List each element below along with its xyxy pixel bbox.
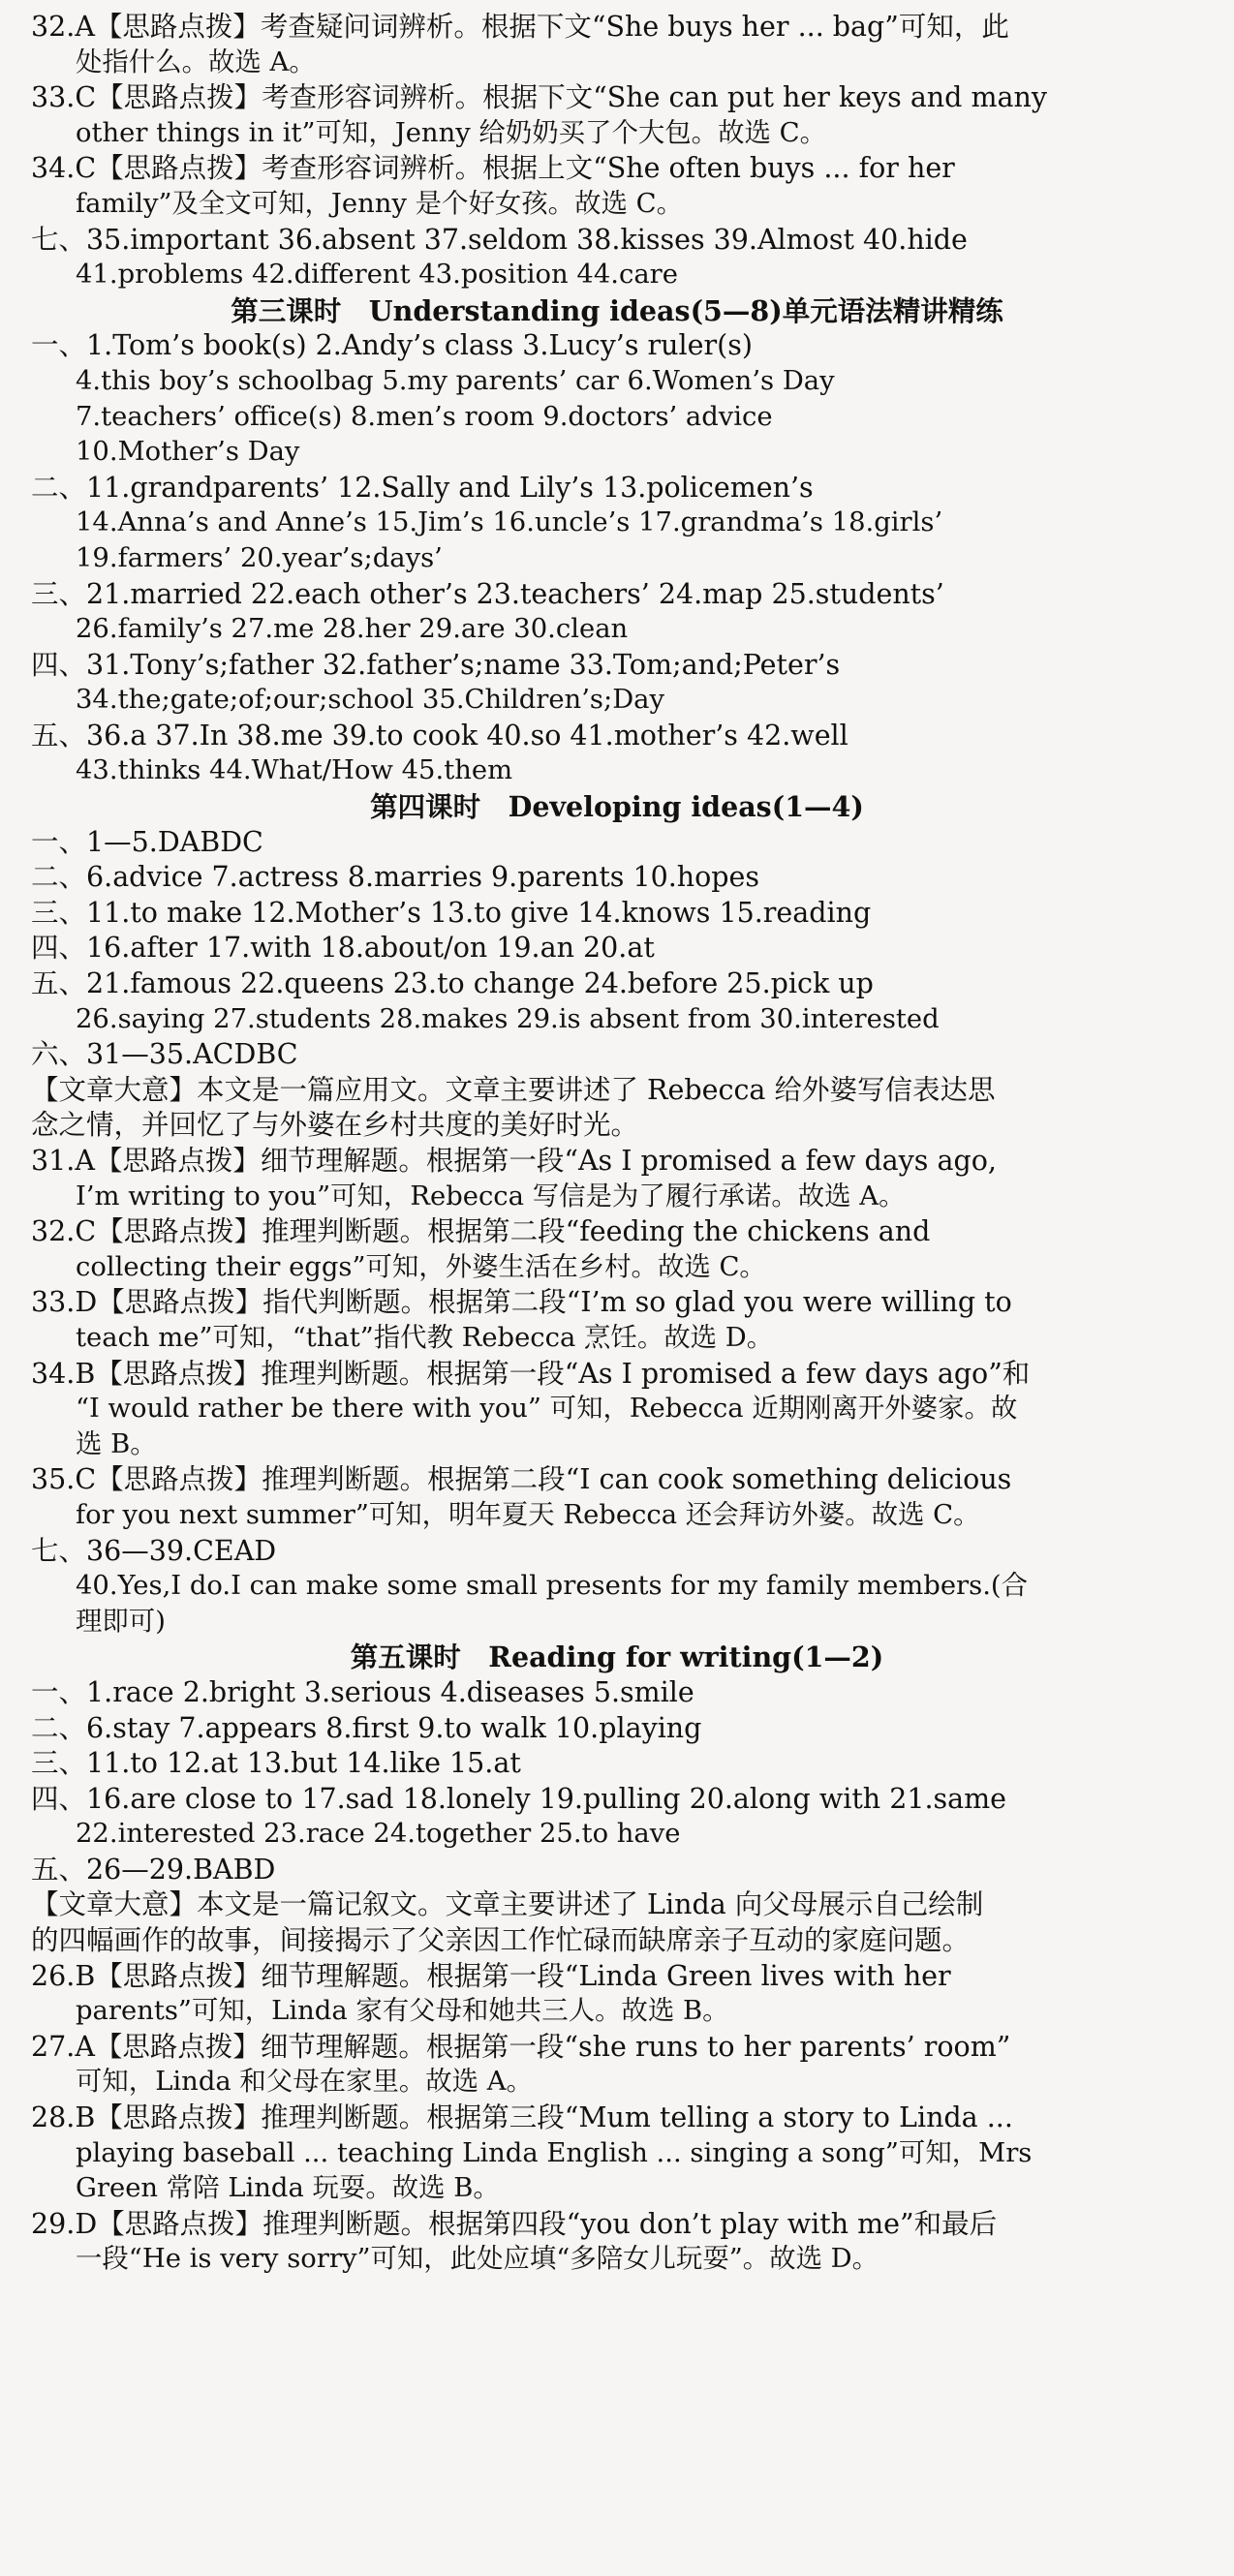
- answer-line: 32.C【思路点拨】推理判断题。根据第二段“feeding the chickens and: [31, 1215, 931, 1248]
- answer-line: 22.interested 23.race 24.together 25.to have: [76, 1819, 681, 1850]
- answer-line: I’m writing to you”可知，Rebecca 写信是为了履行承诺。故选 A。: [76, 1181, 906, 1211]
- answer-line: 四、16.after 17.with 18.about/on 19.an 20.at: [31, 932, 655, 965]
- answer-line: 二、11.grandparents’ 12.Sally and Lily’s 13.policemen’s: [31, 471, 814, 504]
- answer-line: 33.D【思路点拨】指代判断题。根据第二段“I’m so glad you were willing to: [31, 1286, 1012, 1319]
- answer-line: 选 B。: [76, 1428, 157, 1459]
- answer-line: 理即可): [76, 1606, 166, 1637]
- answer-line: Green 常陪 Linda 玩耍。故选 B。: [76, 2173, 500, 2204]
- answer-line: family”及全文可知，Jenny 是个好女孩。故选 C。: [76, 188, 683, 219]
- answer-line: 35.C【思路点拨】推理判断题。根据第二段“I can cook something delicious: [31, 1463, 1012, 1496]
- answer-line: 处指什么。故选 A。: [76, 46, 316, 77]
- answer-line: 一、1—5.DABDC: [31, 825, 263, 858]
- answer-line: 的四幅画作的故事，间接揭示了父亲因工作忙碌而缺席亲子互动的家庭问题。: [31, 1924, 971, 1957]
- answer-line: 六、31—35.ACDBC: [31, 1038, 298, 1071]
- answer-line: 四、31.Tony’s;father 32.father’s;name 33.Tom;and;Peter’s: [31, 648, 841, 681]
- answer-line: 27.A【思路点拨】细节理解题。根据第一段“she runs to her parents’ room”: [31, 2030, 1011, 2063]
- answer-line: 五、21.famous 22.queens 23.to change 24.before 25.pick up: [31, 967, 874, 1000]
- answer-line: “I would rather be there with you” 可知，Rebecca 近期刚离开外婆家。故: [76, 1394, 1018, 1425]
- answer-line: 41.problems 42.different 43.position 44.care: [76, 260, 678, 291]
- answer-line: 26.family’s 27.me 28.her 29.are 30.clean: [76, 614, 629, 645]
- answer-line: 26.B【思路点拨】细节理解题。根据第一段“Linda Green lives with her: [31, 1959, 951, 1992]
- answer-line: 40.Yes,I do.I can make some small presents for my family members.(合: [76, 1571, 1029, 1602]
- answer-line: 一段“He is very sorry”可知，此处应填“多陪女儿玩耍”。故选 D。: [76, 2244, 879, 2275]
- answer-line: 34.C【思路点拨】考查形容词辨析。根据上文“She often buys ... for her: [31, 152, 955, 185]
- answer-line: 33.C【思路点拨】考查形容词辨析。根据下文“She can put her keys and many: [31, 81, 1047, 114]
- answer-line: 可知，Linda 和父母在家里。故选 A。: [76, 2067, 533, 2098]
- answer-line: 32.A【思路点拨】考查疑问词辨析。根据下文“She buys her ... bag”可知，此: [31, 11, 1009, 43]
- answer-line: 【文章大意】本文是一篇应用文。文章主要讲述了 Rebecca 给外婆写信表达思: [31, 1073, 996, 1106]
- answer-line: 三、11.to 12.at 13.but 14.like 15.at: [31, 1747, 521, 1780]
- answer-line: 三、11.to make 12.Mother’s 13.to give 14.knows 15.reading: [31, 896, 872, 929]
- answer-line: 七、35.important 36.absent 37.seldom 38.kisses 39.Almost 40.hide: [31, 223, 968, 256]
- answer-line: collecting their eggs”可知，外婆生活在乡村。故选 C。: [76, 1251, 766, 1282]
- answer-line: 【文章大意】本文是一篇记叙文。文章主要讲述了 Linda 向父母展示自己绘制: [31, 1888, 984, 1921]
- answer-line: 26.saying 27.students 28.makes 29.is absent from 30.interested: [76, 1003, 940, 1034]
- answer-line: 14.Anna’s and Anne’s 15.Jim’s 16.uncle’s 17.grandma’s 18.girls’: [76, 507, 943, 538]
- answer-line: teach me”可知，“that”指代教 Rebecca 烹饪。故选 D。: [76, 1322, 774, 1353]
- section-heading: 第三课时 Understanding ideas(5—8)单元语法精讲精练: [231, 293, 1003, 327]
- answer-line: 一、1.race 2.bright 3.serious 4.diseases 5.smile: [31, 1675, 694, 1708]
- answer-line: other things in it”可知，Jenny 给奶奶买了个大包。故选 C。: [76, 117, 826, 148]
- answer-line: for you next summer”可知，明年夏天 Rebecca 还会拜访外婆。故选 C。: [76, 1499, 980, 1530]
- answer-line: 五、26—29.BABD: [31, 1853, 276, 1886]
- answer-line: 34.B【思路点拨】推理判断题。根据第一段“As I promised a few days ago”和: [31, 1357, 1031, 1390]
- answer-line: 七、36—39.CEAD: [31, 1534, 277, 1567]
- answer-line: 31.A【思路点拨】细节理解题。根据第一段“As I promised a few days ago,: [31, 1145, 997, 1177]
- answer-line: playing baseball ... teaching Linda English ... singing a song”可知，Mrs: [76, 2137, 1033, 2168]
- section-heading: 第五课时 Reading for writing(1—2): [350, 1641, 884, 1674]
- answer-line: 四、16.are close to 17.sad 18.lonely 19.pulling 20.along with 21.same: [31, 1782, 1007, 1815]
- answer-line: 三、21.married 22.each other’s 23.teachers’ 24.map 25.students’: [31, 577, 944, 610]
- answer-line: 43.thinks 44.What/How 45.them: [76, 755, 513, 786]
- answer-line: 10.Mother’s Day: [76, 437, 300, 468]
- answer-line: parents”可知，Linda 家有父母和她共三人。故选 B。: [76, 1996, 729, 2027]
- answer-line: 五、36.a 37.In 38.me 39.to cook 40.so 41.mother’s 42.well: [31, 719, 848, 751]
- answer-line: 二、6.advice 7.actress 8.marries 9.parents 10.hopes: [31, 861, 760, 894]
- answer-line: 19.farmers’ 20.year’s;days’: [76, 542, 443, 573]
- answer-line: 4.this boy’s schoolbag 5.my parents’ car 6.Women’s Day: [76, 365, 835, 396]
- answer-line: 28.B【思路点拨】推理判断题。根据第三段“Mum telling a story to Linda ...: [31, 2101, 1013, 2134]
- section-heading: 第四课时 Developing ideas(1—4): [370, 790, 864, 824]
- answer-line: 7.teachers’ office(s) 8.men’s room 9.doctors’ advice: [76, 401, 773, 432]
- answer-line: 一、1.Tom’s book(s) 2.Andy’s class 3.Lucy’s ruler(s): [31, 329, 753, 362]
- answer-line: 二、6.stay 7.appears 8.first 9.to walk 10.playing: [31, 1711, 702, 1744]
- answer-line: 念之情，并回忆了与外婆在乡村共度的美好时光。: [31, 1109, 639, 1142]
- answer-line: 29.D【思路点拨】推理判断题。根据第四段“you don’t play with me”和最后: [31, 2207, 998, 2240]
- answer-line: 34.the;gate;of;our;school 35.Children’s;Day: [76, 685, 665, 716]
